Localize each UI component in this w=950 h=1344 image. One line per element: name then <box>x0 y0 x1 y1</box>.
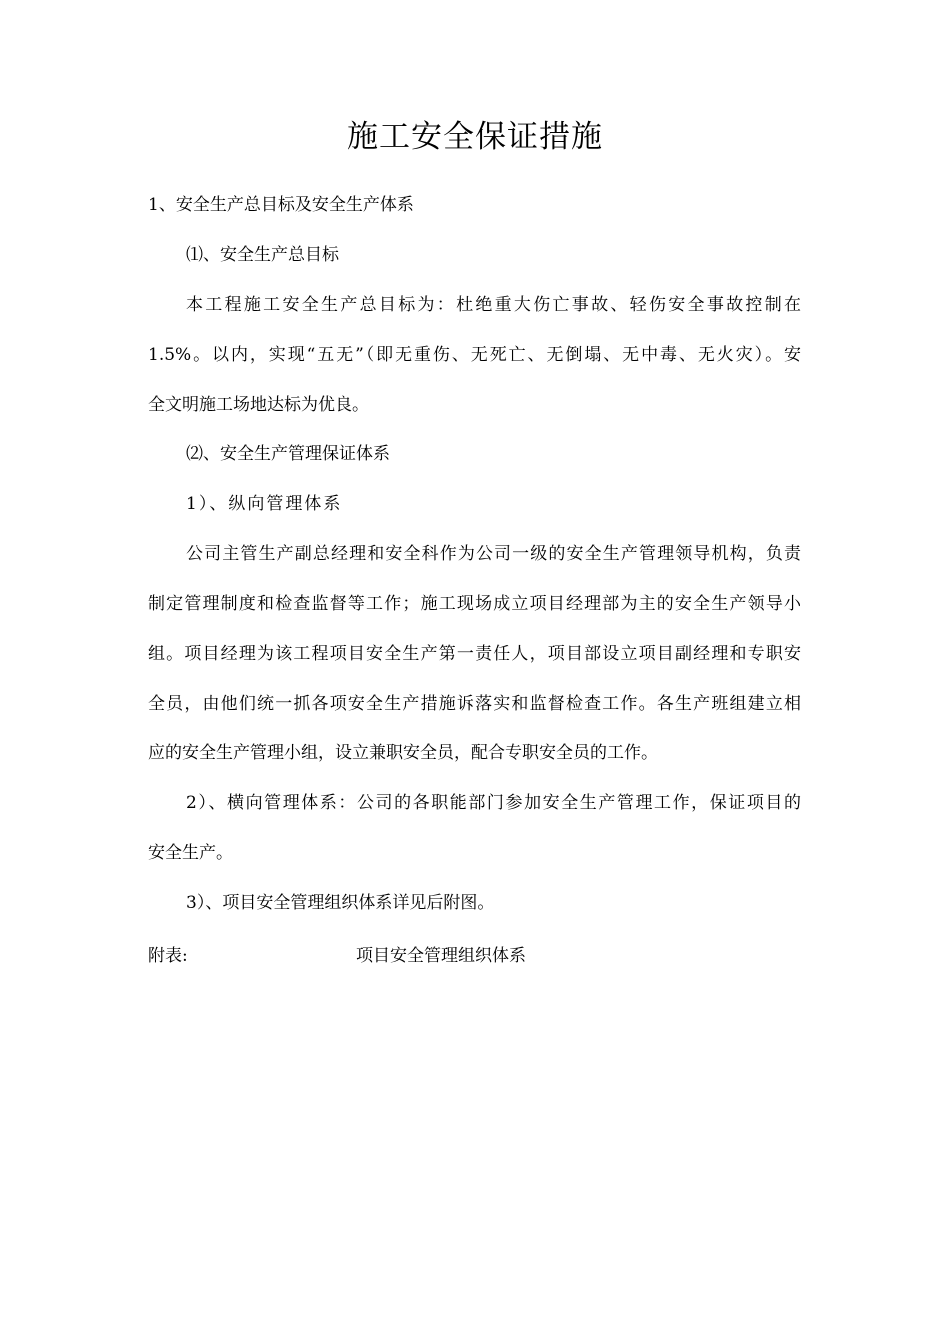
subheading-vertical-system: 1）、纵向管理体系 <box>186 494 343 514</box>
paragraph-line: 组。项目经理为该工程项目安全生产第一责任人，项目部设立项目副经理和专职安 <box>148 644 801 664</box>
attachment-label: 附表: <box>148 946 188 966</box>
paragraph-line: 2）、横向管理体系：公司的各职能部门参加安全生产管理工作，保证项目的 <box>186 793 801 813</box>
paragraph-line: 全文明施工场地达标为优良。 <box>148 395 369 415</box>
paragraph-line: 全员，由他们统一抓各项安全生产措施诉落实和监督检查工作。各生产班组建立相 <box>148 694 801 714</box>
document-title: 施工安全保证措施 <box>347 119 603 155</box>
paragraph-line: 3）、项目安全管理组织体系详见后附图。 <box>186 893 495 913</box>
subheading-management-system: ⑵、安全生产管理保证体系 <box>186 444 390 464</box>
paragraph-line: 公司主管生产副总经理和安全科作为公司一级的安全生产管理领导机构，负责 <box>186 544 801 564</box>
paragraph-line: 安全生产。 <box>148 843 233 863</box>
heading-safety-goal-system: 1、安全生产总目标及安全生产体系 <box>148 195 414 215</box>
paragraph-line: 制定管理制度和检查监督等工作；施工现场成立项目经理部为主的安全生产领导小 <box>148 594 801 614</box>
paragraph-line: 本工程施工安全生产总目标为：杜绝重大伤亡事故、轻伤安全事故控制在 <box>186 295 801 315</box>
attachment-title: 项目安全管理组织体系 <box>356 946 526 966</box>
paragraph-line: 应的安全生产管理小组，设立兼职安全员，配合专职安全员的工作。 <box>148 743 658 763</box>
paragraph-line: 1.5%。以内，实现“五无”（即无重伤、无死亡、无倒塌、无中毒、无火灾）。安 <box>148 345 801 365</box>
subheading-safety-goal: ⑴、安全生产总目标 <box>186 245 339 265</box>
